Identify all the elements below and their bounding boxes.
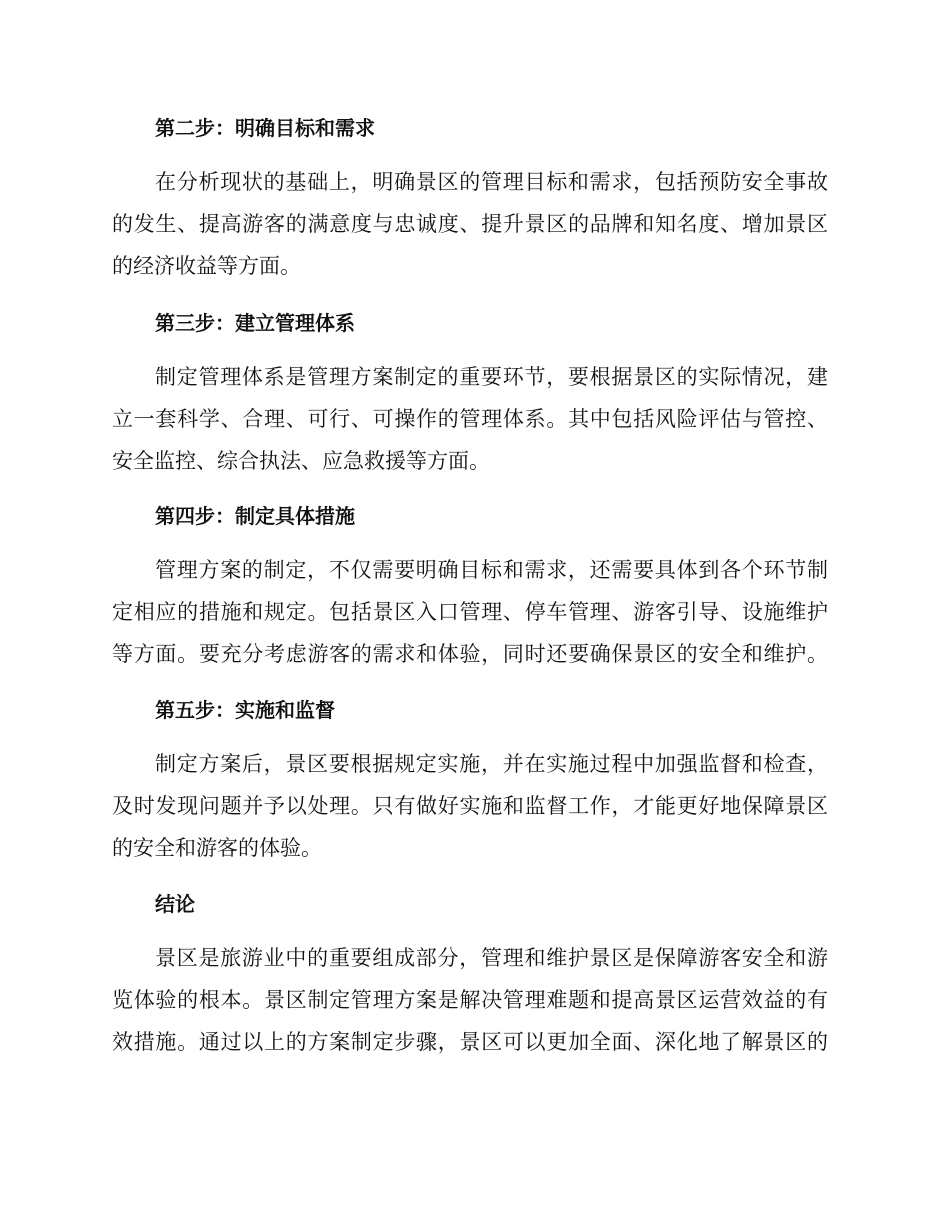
paragraph-line: 安全监控、综合执法、应急救援等方面。 [112, 449, 490, 473]
paragraph-line: 等方面。要充分考虑游客的需求和体验，同时还要确保景区的安全和维护。 [112, 642, 828, 666]
paragraph-line: 的安全和游客的体验。 [112, 836, 322, 860]
paragraph-line: 定相应的措施和规定。包括景区入口管理、停车管理、游客引导、设施维护 [112, 600, 828, 624]
section-heading-step-4: 第四步：制定具体措施 [155, 504, 355, 528]
paragraph-line: 制定方案后，景区要根据规定实施，并在实施过程中加强监督和检查， [155, 752, 828, 776]
paragraph-line: 效措施。通过以上的方案制定步骤，景区可以更加全面、深化地了解景区的 [112, 1030, 828, 1054]
paragraph-line: 管理方案的制定，不仅需要明确目标和需求，还需要具体到各个环节制 [155, 558, 828, 582]
section-paragraph-step-2 [112, 161, 828, 287]
section-heading-step-2: 第二步：明确目标和需求 [155, 116, 375, 140]
paragraph-line: 的发生、提高游客的满意度与忠诚度、提升景区的品牌和知名度、增加景区 [112, 212, 828, 236]
paragraph-line: 制定管理体系是管理方案制定的重要环节，要根据景区的实际情况，建 [155, 365, 828, 389]
paragraph-line: 在分析现状的基础上，明确景区的管理目标和需求，包括预防安全事故 [155, 170, 828, 194]
section-paragraph-conclusion [112, 937, 828, 1063]
section-paragraph-step-3 [112, 356, 828, 482]
paragraph-line: 立一套科学、合理、可行、可操作的管理体系。其中包括风险评估与管控、 [112, 407, 828, 431]
section-heading-conclusion: 结论 [155, 892, 195, 916]
section-paragraph-step-4 [112, 549, 828, 675]
paragraph-line: 的经济收益等方面。 [112, 254, 301, 278]
section-paragraph-step-5 [112, 743, 828, 869]
section-heading-step-3: 第三步：建立管理体系 [155, 311, 355, 335]
paragraph-line: 及时发现问题并予以处理。只有做好实施和监督工作，才能更好地保障景区 [112, 794, 828, 818]
section-heading-step-5: 第五步：实施和监督 [155, 698, 335, 722]
paragraph-line: 览体验的根本。景区制定管理方案是解决管理难题和提高景区运营效益的有 [112, 988, 828, 1012]
paragraph-line: 景区是旅游业中的重要组成部分，管理和维护景区是保障游客安全和游 [155, 946, 828, 970]
